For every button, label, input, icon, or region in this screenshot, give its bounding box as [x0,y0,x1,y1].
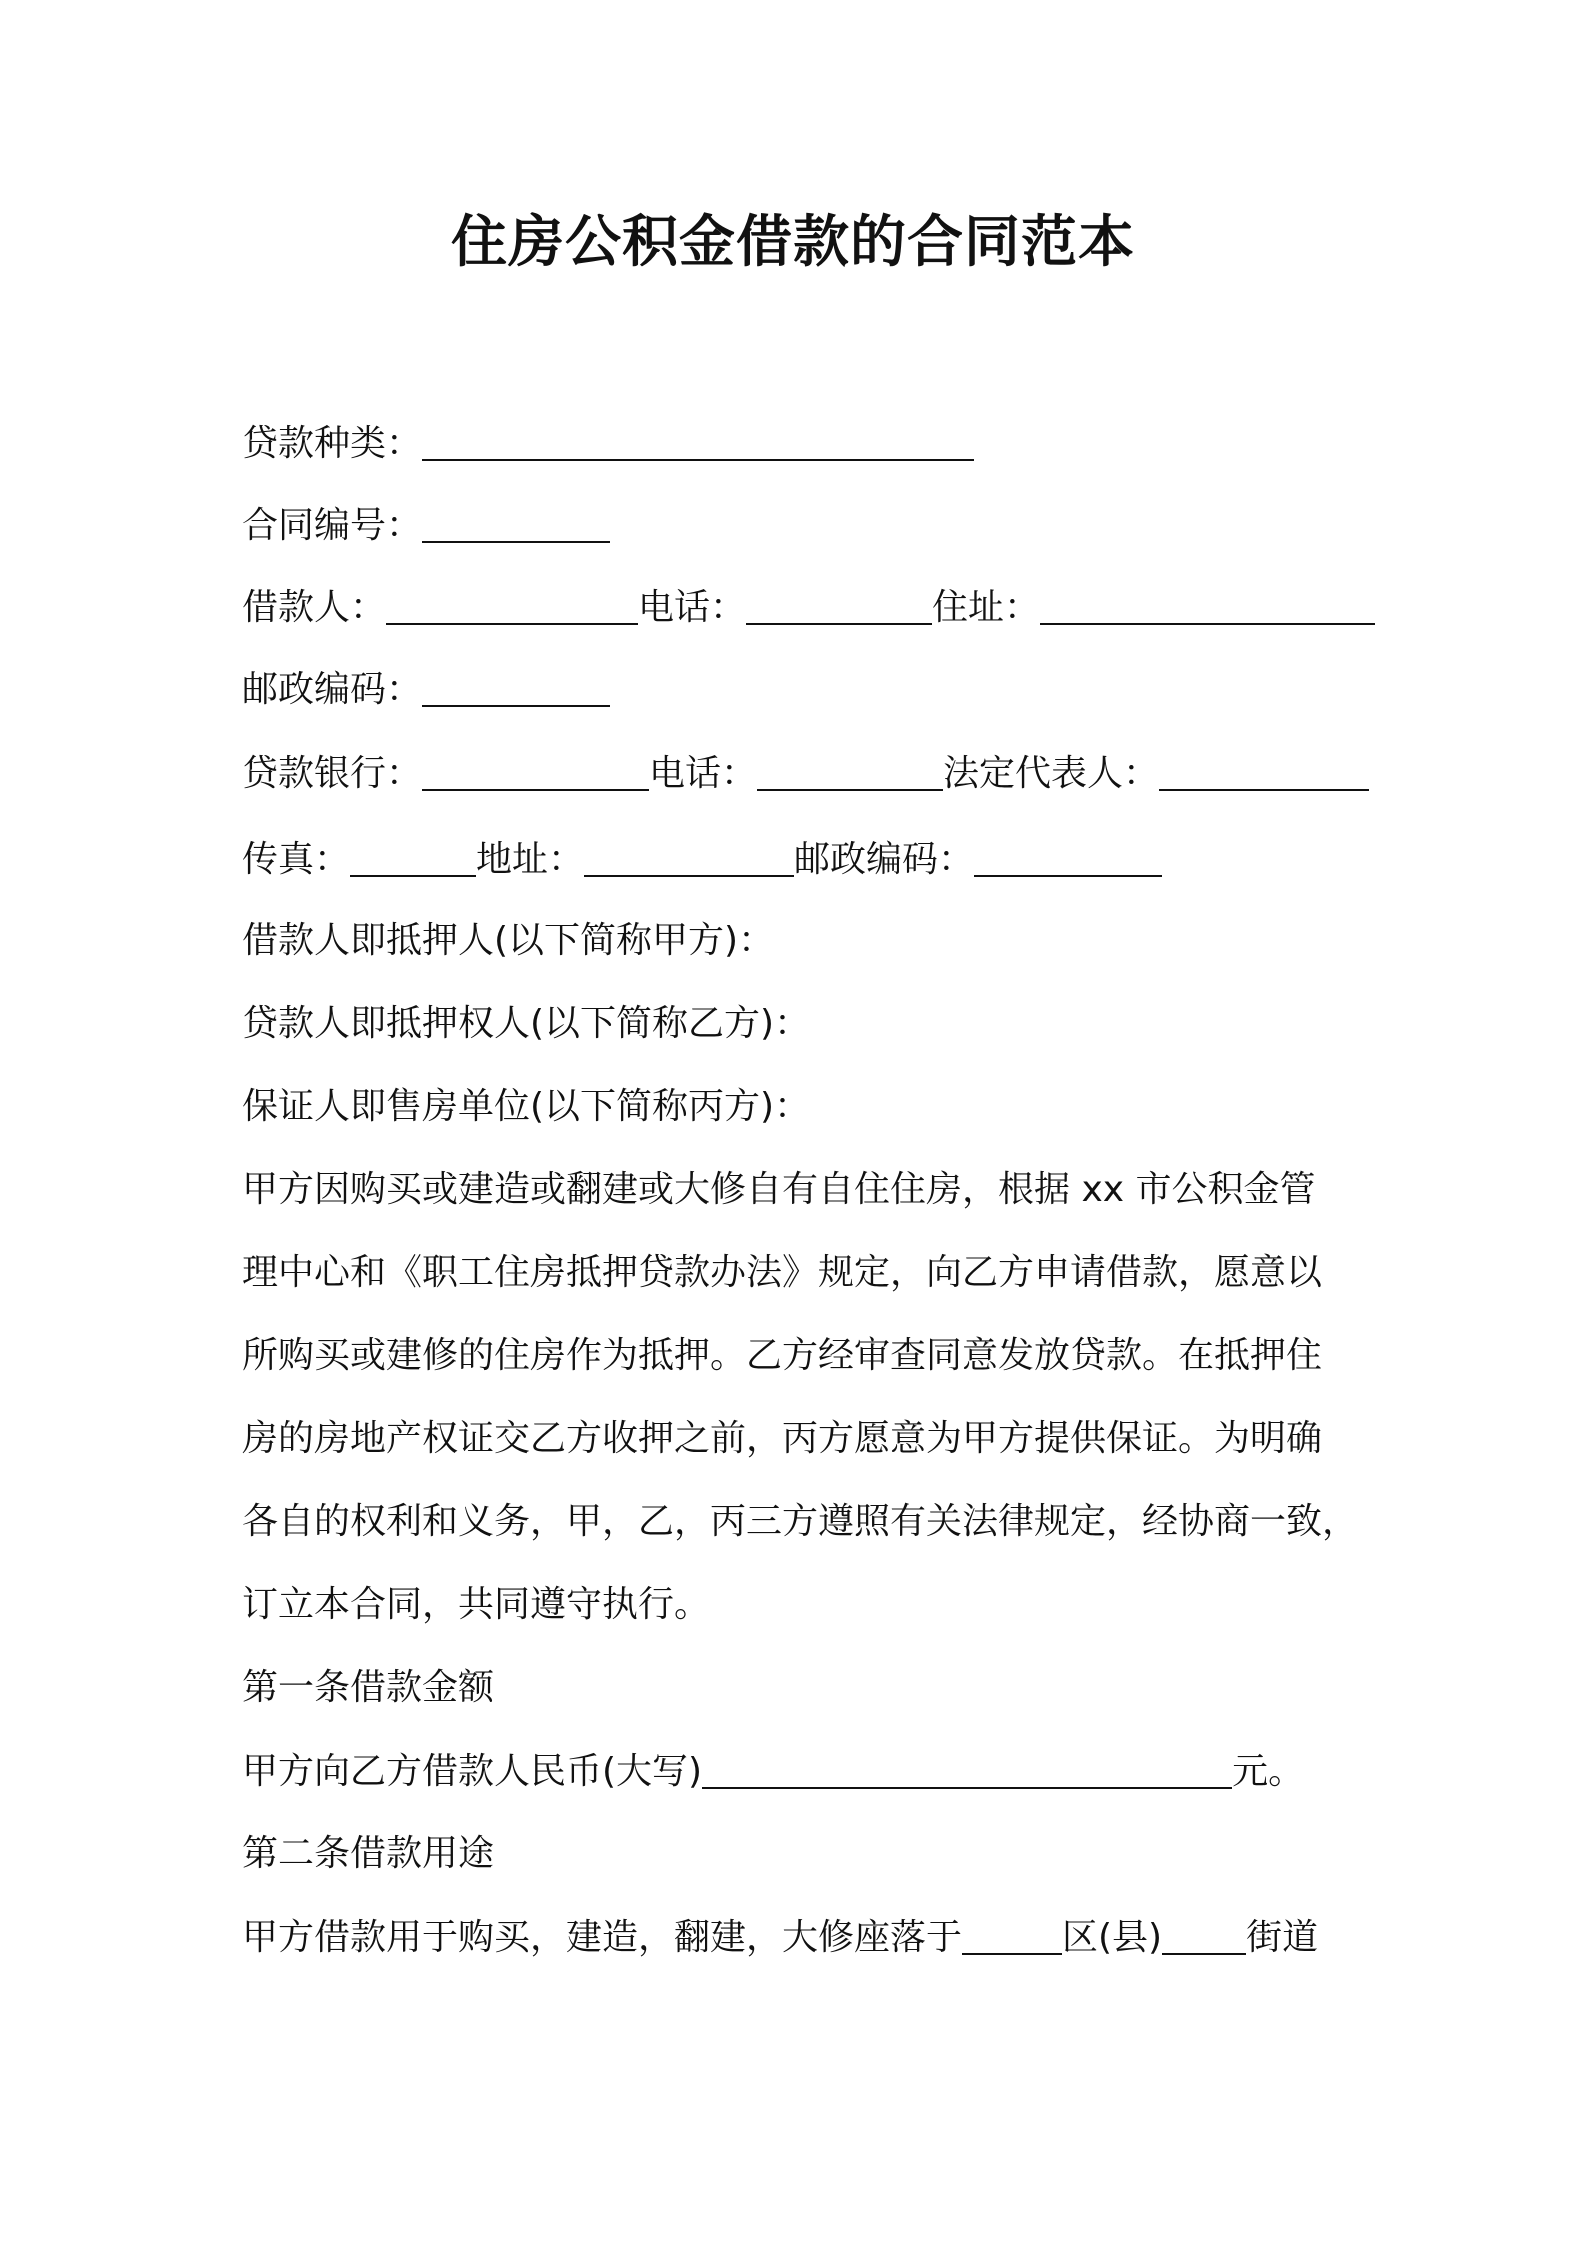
article-1-text-before: 甲方向乙方借款人民币(大写) [242,1751,703,1792]
postal-2-blank[interactable] [974,841,1162,877]
legal-rep-label: 法定代表人： [943,753,1160,794]
address-2-label: 地址： [476,839,585,880]
article-1-text-after: 元。 [1232,1751,1305,1792]
article-1-body [242,1748,1357,1796]
phone-2-label: 电话： [649,753,758,794]
article-2-text-2: 区(县) [1062,1917,1163,1958]
postal-2-label: 邮政编码： [794,839,975,880]
address-1-blank[interactable] [1040,589,1375,625]
article-2-text-1: 甲方借款用于购买，建造，翻建，大修座落于 [242,1917,963,1958]
phone-1-label: 电话： [638,587,747,628]
article-2-text-3: 街道 [1246,1917,1319,1958]
fax-blank[interactable] [350,841,476,877]
district-blank[interactable] [962,1919,1062,1955]
article-2-body [242,1914,1357,1962]
article-2-heading: 第二条借款用途 [242,1833,495,1874]
lending-bank-row [242,750,1357,798]
borrower-blank[interactable] [386,589,638,625]
contract-no-row [242,502,1357,550]
phone-2-blank[interactable] [757,755,943,791]
borrower-row [242,584,1357,632]
lending-bank-label: 贷款银行： [242,753,423,794]
address-2-blank[interactable] [584,841,794,877]
postal-1-blank[interactable] [422,671,610,707]
loan-type-blank[interactable] [422,425,974,461]
lending-bank-blank[interactable] [422,755,649,791]
preamble-line: 甲方因购买或建造或翻建或大修自有自住住房，根据 xx 市公积金管 [242,1169,1316,1210]
fax-row [242,836,1357,884]
preamble-line: 所购买或建修的住房作为抵押。乙方经审查同意发放贷款。在抵押住 [242,1335,1323,1376]
postal-1-row [242,666,1357,714]
address-1-label: 住址： [932,587,1041,628]
loan-type-row [242,420,1357,468]
preamble-line: 理中心和《职工住房抵押贷款办法》规定，向乙方申请借款，愿意以 [242,1252,1323,1293]
preamble-line: 各自的权利和义务，甲，乙，丙三方遵照有关法律规定，经协商一致， [242,1501,1359,1542]
legal-rep-blank[interactable] [1159,755,1369,791]
party-c-line: 保证人即售房单位(以下简称丙方)： [242,1086,811,1127]
loan-type-label: 贷款种类： [242,423,423,464]
article-1-heading: 第一条借款金额 [242,1667,495,1708]
party-a-line: 借款人即抵押人(以下简称甲方)： [242,920,775,961]
borrower-label: 借款人： [242,587,387,628]
preamble-line: 房的房地产权证交乙方收押之前，丙方愿意为甲方提供保证。为明确 [242,1418,1323,1459]
document-title: 住房公积金借款的合同范本 [451,210,1135,275]
street-blank[interactable] [1162,1919,1246,1955]
phone-1-blank[interactable] [746,589,932,625]
loan-amount-blank[interactable] [702,1753,1232,1789]
preamble-line: 订立本合同，共同遵守执行。 [242,1584,711,1625]
contract-no-blank[interactable] [422,507,610,543]
party-b-line: 贷款人即抵押权人(以下简称乙方)： [242,1003,811,1044]
postal-1-label: 邮政编码： [242,669,423,710]
fax-label: 传真： [242,839,351,880]
contract-no-label: 合同编号： [242,505,423,546]
